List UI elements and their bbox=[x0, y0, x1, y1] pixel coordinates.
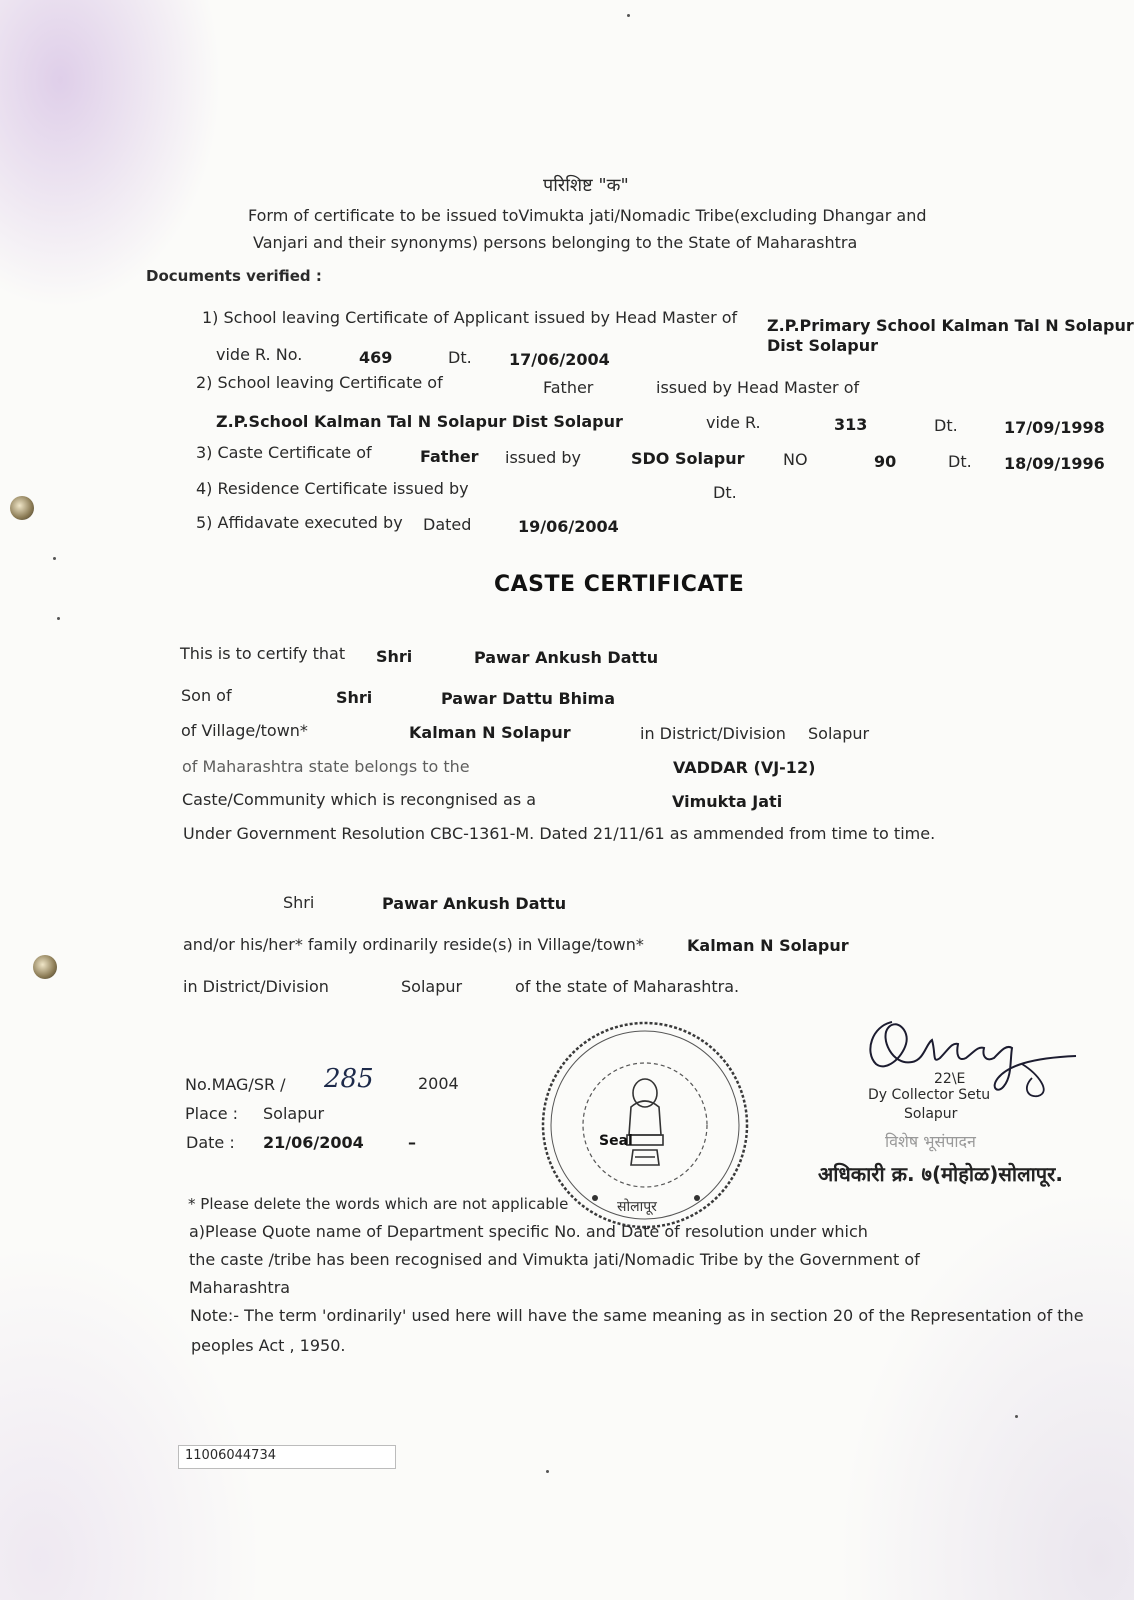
father-name: Pawar Dattu Bhima bbox=[441, 689, 616, 708]
issue-no-label: No.MAG/SR / bbox=[185, 1075, 286, 1094]
doc2-vide-label: vide R. bbox=[706, 413, 761, 432]
stamp-line1: विशेष भूसंपादन bbox=[885, 1132, 976, 1151]
village-value: Kalman N Solapur bbox=[409, 723, 571, 742]
village-label: of Village/town* bbox=[181, 721, 308, 740]
doc1-vide-label: vide R. No. bbox=[216, 345, 303, 364]
barcode-number: 11006044734 bbox=[185, 1448, 276, 1463]
doc2-issued-text: issued by Head Master of bbox=[656, 378, 860, 397]
doc5-dated-label: Dated bbox=[423, 515, 472, 534]
emblem-icon bbox=[627, 1079, 663, 1165]
punch-hole-top bbox=[10, 496, 34, 520]
doc5-text: 5) Affidavate executed by bbox=[196, 513, 403, 532]
doc3-no-label: NO bbox=[783, 450, 808, 469]
district-label: in District/Division bbox=[640, 724, 786, 743]
stamp-line2: अधिकारी क्र. ७(मोहोळ)सोलापूर. bbox=[818, 1162, 1063, 1186]
doc1-dt-label: Dt. bbox=[448, 348, 472, 367]
speck bbox=[546, 1470, 549, 1473]
doc2-vide-no: 313 bbox=[834, 415, 868, 434]
issue-year: 2004 bbox=[418, 1074, 459, 1093]
form-title-line1: Form of certificate to be issued toVimukta jati/Nomadic Tribe(excluding Dhangar and bbox=[248, 206, 927, 225]
certificate-title: CASTE CERTIFICATE bbox=[494, 572, 745, 597]
district-value-2: Solapur bbox=[401, 977, 463, 996]
note-line2: peoples Act , 1950. bbox=[191, 1336, 346, 1355]
doc2-text: 2) School leaving Certificate of bbox=[196, 373, 443, 392]
appendix-mark: परिशिष्ट "क" bbox=[543, 175, 629, 196]
delete-note: * Please delete the words which are not applicable bbox=[188, 1195, 569, 1213]
doc3-no: 90 bbox=[874, 452, 897, 471]
doc2-relation: Father bbox=[543, 378, 594, 397]
district-value: Solapur bbox=[808, 724, 870, 743]
documents-verified-label: Documents verified : bbox=[146, 267, 322, 285]
signature-scribble bbox=[862, 1004, 1084, 1100]
doc3-dt-label: Dt. bbox=[948, 452, 972, 471]
son-of-label: Son of bbox=[181, 686, 232, 705]
doc4-text: 4) Residence Certificate issued by bbox=[196, 479, 469, 498]
doc1-issuer-line2: Dist Solapur bbox=[767, 336, 879, 355]
punch-hole-bottom bbox=[33, 955, 57, 979]
doc4-dt-label: Dt. bbox=[713, 483, 737, 502]
form-title-line2: Vanjari and their synonyms) persons belonging to the State of Maharashtra bbox=[253, 233, 858, 252]
doc1-text: 1) School leaving Certificate of Applicant issued by Head Master of bbox=[202, 308, 738, 327]
doc3-relation: Father bbox=[420, 447, 479, 466]
seal-bottom-text: सोलापूर bbox=[617, 1199, 657, 1215]
category-value: Vimukta Jati bbox=[672, 792, 783, 811]
doc2-date: 17/09/1998 bbox=[1004, 418, 1105, 437]
speck bbox=[57, 617, 60, 620]
belongs-label: of Maharashtra state belongs to the bbox=[182, 757, 470, 776]
doc3-issued-text: issued by bbox=[505, 448, 581, 467]
doc1-vide-no: 469 bbox=[359, 348, 393, 367]
recognised-label: Caste/Community which is recongnised as a bbox=[182, 790, 537, 809]
place-label: Place : bbox=[185, 1104, 239, 1123]
signatory-designation: Dy Collector Setu bbox=[868, 1087, 991, 1103]
seal-label: Seal bbox=[599, 1133, 633, 1149]
doc2-school: Z.P.School Kalman Tal N Solapur Dist Solapur bbox=[216, 412, 623, 431]
issue-no-handwritten: 285 bbox=[324, 1064, 374, 1094]
note-line1: Note:- The term 'ordinarily' used here will have the same meaning as in section 20 of the Representation of the bbox=[190, 1306, 1084, 1325]
doc3-date: 18/09/1996 bbox=[1004, 454, 1105, 473]
speck bbox=[53, 557, 56, 560]
doc5-date: 19/06/2004 bbox=[518, 517, 619, 536]
caste-value: VADDAR (VJ-12) bbox=[673, 758, 816, 777]
shri-label-2: Shri bbox=[336, 688, 373, 707]
applicant-name-2: Pawar Ankush Dattu bbox=[382, 894, 567, 913]
speck bbox=[627, 14, 630, 17]
village-value-2: Kalman N Solapur bbox=[687, 936, 849, 955]
applicant-name: Pawar Ankush Dattu bbox=[474, 648, 659, 667]
speck bbox=[1015, 1415, 1018, 1418]
doc3-text: 3) Caste Certificate of bbox=[196, 443, 372, 462]
signatory-initials: 22\E bbox=[934, 1071, 966, 1087]
reside-label: and/or his/her* family ordinarily reside(s) in Village/town* bbox=[183, 935, 644, 954]
doc2-dt-label: Dt. bbox=[934, 416, 958, 435]
place-value: Solapur bbox=[263, 1104, 325, 1123]
quote-line1: a)Please Quote name of Department specific No. and Date of resolution under which bbox=[189, 1222, 868, 1241]
doc1-issuer-line1: Z.P.Primary School Kalman Tal N Solapur bbox=[767, 316, 1134, 335]
shri-label-3: Shri bbox=[283, 893, 315, 912]
certify-label: This is to certify that bbox=[180, 644, 346, 663]
doc3-issuer: SDO Solapur bbox=[631, 449, 745, 468]
resolution-text: Under Government Resolution CBC-1361-M. Dated 21/11/61 as ammended from time to time. bbox=[183, 824, 936, 843]
date-dash: – bbox=[408, 1133, 416, 1152]
shri-label-1: Shri bbox=[376, 647, 413, 666]
signatory-place: Solapur bbox=[904, 1106, 958, 1122]
date-value: 21/06/2004 bbox=[263, 1133, 364, 1152]
doc1-date: 17/06/2004 bbox=[509, 350, 610, 369]
state-label: of the state of Maharashtra. bbox=[515, 977, 740, 996]
date-label: Date : bbox=[186, 1133, 235, 1152]
quote-line3: Maharashtra bbox=[189, 1278, 291, 1297]
quote-line2: the caste /tribe has been recognised and Vimukta jati/Nomadic Tribe by the Government of bbox=[189, 1250, 920, 1269]
district-label-2: in District/Division bbox=[183, 977, 329, 996]
